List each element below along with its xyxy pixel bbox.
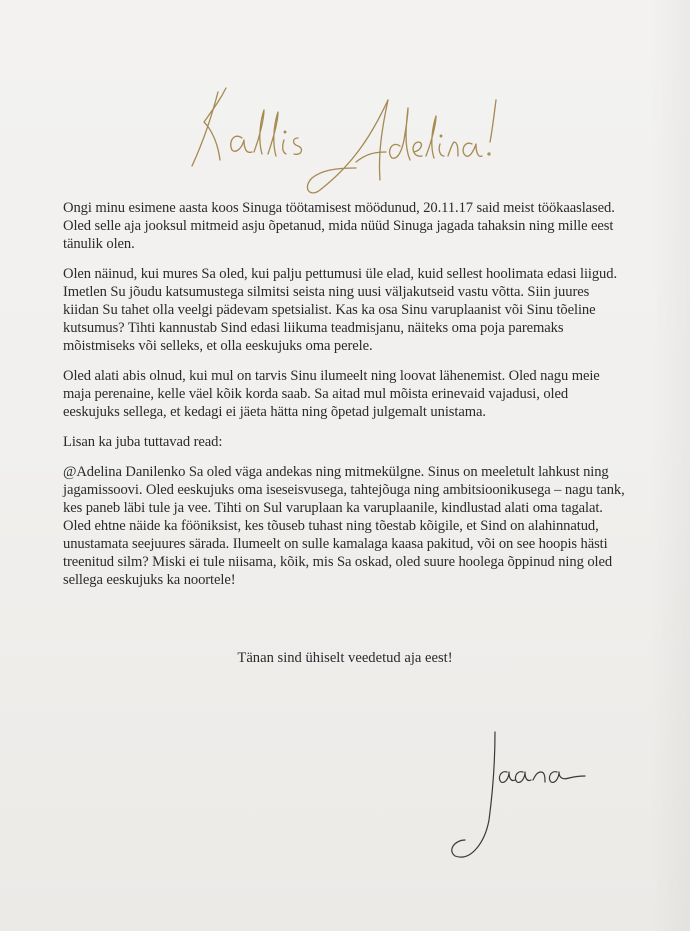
signature-script: [445, 730, 595, 870]
letter-body: [63, 199, 625, 601]
handwritten-signature: [445, 730, 595, 870]
greeting-script: [160, 70, 520, 200]
handwritten-greeting: [160, 70, 520, 200]
closing-line: Tänan sind ühiselt veedetud aja eest!: [237, 650, 453, 666]
paragraph-5: @Adelina Danilenko Sa oled väga andekas ning mitmekülgne. Sinus on meeletult lahkust ning jagamissoovi. Oled eeskujuks oma iseseisvusega, tahtejõuga ning ambitsioonikusega – nagu tank, kes paneb läbi tule ja vee. Tihti on Sul varuplaan ka varuplaanile, kindlustad alati oma tagalat. Oled ehtne näide ka fööniksist, kes tõuseb tuhast ning tõestab kõigile, et Sind on alahinnatud, unustamata seejuures särada. Ilumeelt on sulle kamalaga kaasa pakitud, või on see hoopis hästi treenitud silm? Miski ei tule niisama, kõik, mis Sa oskad, oled suure hoolega õppinud ning oled sellega eeskujuks ka noortele!: [63, 464, 625, 588]
paragraph-1: Ongi minu esimene aasta koos Sinuga töötamisest möödunud, 20.11.17 said meist töökaaslased. Oled selle aja jooksul mitmeid asju õpetanud, mida nüüd Sinuga jagada tahaksin ning mille eest tänulik olen.: [63, 200, 615, 252]
paragraph-3: Oled alati abis olnud, kui mul on tarvis Sinu ilumeelt ning loovat lähenemist. Oled nagu meie maja perenaine, kelle väel kõik korda saab. Sa aitad mul mõista erinevaid vajadusi, oled eeskujuks sellega, et kedagi ei jäeta hätta ning õpetad julgemalt unistama.: [63, 368, 600, 420]
paragraph-4: Lisan ka juba tuttavad read:: [63, 434, 223, 450]
paragraph-2: Olen näinud, kui mures Sa oled, kui palju pettumusi üle elad, kuid sellest hoolimata edasi liigud. Imetlen Su jõudu katsumustega silmitsi seista ning uusi väljakutseid vastu võtta. Siin juures kiidan Su tahet olla veelgi pädevam spetsialist. Kas ka osa Sinu varuplaanist või Sinu tõeline kutsumus? Tihti kannustab Sind edasi liikuma teadmisjanu, näiteks oma poja paremaks mõistmiseks või selleks, et olla eeskujuks oma perele.: [63, 266, 617, 354]
